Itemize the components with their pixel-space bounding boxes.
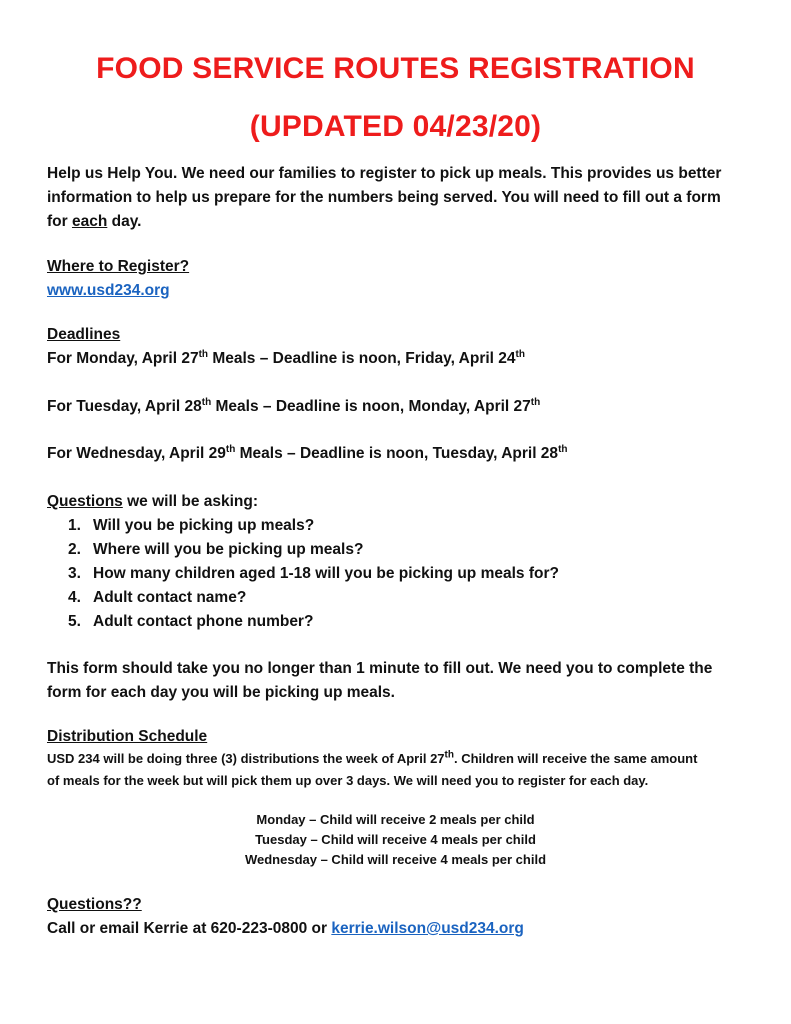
emphasis-each: each [71, 213, 108, 230]
contact-heading: Questions?? [47, 896, 142, 913]
ordinal-suffix: th [515, 348, 525, 360]
ordinal-suffix: th [558, 443, 568, 455]
list-number: 4. [68, 589, 81, 606]
list-text: Adult contact name? [93, 589, 247, 606]
questions-section [47, 490, 752, 634]
deadline-text: Meals – Deadline is noon, Tuesday, April 28 [235, 445, 559, 462]
ordinal-suffix: th [201, 396, 212, 408]
list-number: 2. [68, 541, 81, 558]
ordinal-suffix: th [530, 396, 541, 408]
ordinal-suffix: th [444, 749, 454, 761]
ordinal-suffix: th [198, 348, 209, 360]
list-number: 1. [68, 517, 81, 534]
form-note-line: form for each day you will be picking up meals. [47, 684, 395, 701]
schedule-item: Monday – Child will receive 2 meals per child [256, 812, 535, 827]
form-note [47, 657, 752, 705]
list-text: Adult contact phone number? [93, 613, 314, 630]
deadline-text: Meals – Deadline is noon, Friday, April 24 [208, 350, 516, 367]
ordinal-suffix: th [225, 443, 236, 455]
questions-heading-underlined: Questions [47, 493, 123, 510]
deadline-item-tuesday [47, 395, 752, 419]
distribution-section [47, 725, 752, 749]
deadline-text: Meals – Deadline is noon, Monday, April 27 [211, 398, 531, 415]
list-item [47, 610, 752, 634]
schedule-list [0, 810, 791, 870]
contact-section [47, 893, 752, 941]
questions-heading [47, 490, 752, 514]
schedule-item: Wednesday – Child will receive 4 meals per child [244, 852, 547, 867]
list-number: 3. [68, 565, 81, 582]
list-text: Will you be picking up meals? [93, 517, 315, 534]
list-text: Where will you be picking up meals? [93, 541, 364, 558]
intro-last-prefix: for [47, 213, 72, 230]
deadlines-section [47, 323, 752, 371]
deadlines-heading: Deadlines [47, 326, 121, 343]
page-title: FOOD SERVICE ROUTES REGISTRATION [96, 52, 695, 85]
list-number: 5. [68, 613, 81, 630]
intro-line: information to help us prepare for the numbers being served. You will need to fill out a form [47, 189, 721, 206]
deadline-text: For Monday, April 27 [47, 350, 199, 367]
deadline-text: For Wednesday, April 29 [47, 445, 226, 462]
list-item [47, 586, 752, 610]
deadline-item-wednesday [47, 442, 752, 466]
distribution-text [47, 748, 752, 792]
schedule-item: Tuesday – Child will receive 4 meals per child [255, 832, 536, 847]
questions-heading-rest: we will be asking: [122, 493, 259, 510]
intro-line-last [47, 210, 752, 234]
intro-paragraph [47, 162, 752, 234]
list-item [47, 538, 752, 562]
list-item [47, 562, 752, 586]
intro-line: Help us Help You. We need our families to register to pick up meals. This provides us better [47, 165, 722, 182]
deadline-item [47, 347, 752, 371]
form-note-line: This form should take you no longer than 1 minute to fill out. We need you to complete the [47, 660, 713, 677]
where-heading: Where to Register? [47, 258, 190, 275]
list-item [47, 514, 752, 538]
distribution-line: of meals for the week but will pick them up over 3 days. We will need you to register for each day. [47, 773, 649, 788]
email-link[interactable]: kerrie.wilson@usd234.org [331, 920, 524, 937]
page-subtitle: (UPDATED 04/23/20) [249, 110, 542, 143]
distribution-line [47, 748, 752, 770]
questions-list [47, 514, 752, 634]
register-link[interactable]: www.usd234.org [47, 282, 170, 299]
intro-last-suffix: day. [107, 213, 142, 230]
contact-text: Call or email Kerrie at 620-223-0800 or [47, 920, 332, 937]
distribution-line-text: . Children will receive the same amount [453, 751, 698, 766]
contact-line [47, 917, 752, 941]
distribution-line-text: USD 234 will be doing three (3) distributions the week of April 27 [47, 751, 445, 766]
deadline-text: For Tuesday, April 28 [47, 398, 202, 415]
where-section [47, 255, 752, 303]
distribution-heading: Distribution Schedule [47, 728, 208, 745]
list-text: How many children aged 1-18 will you be picking up meals for? [93, 565, 559, 582]
